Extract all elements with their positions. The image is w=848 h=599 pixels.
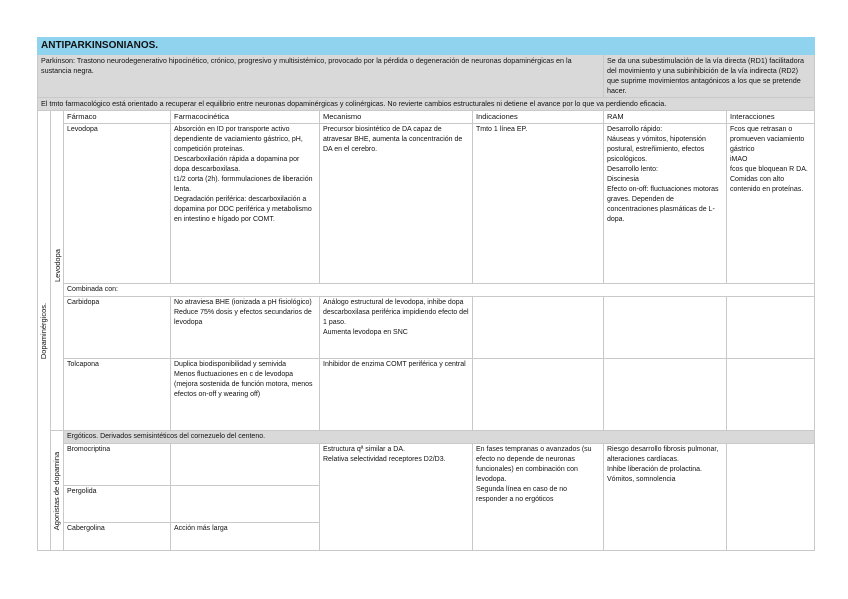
header-farmaco: Fármaco [64,111,171,124]
tolcapona-inter [727,359,815,431]
group-agonists-cell [51,431,64,551]
carbidopa-ram [604,297,727,359]
intro-row [38,55,815,98]
header-ram: RAM [604,111,727,124]
treatment-note: El tmto farmacológico está orientado a recuperar el equilibrio entre neuronas dopaminérgicas y colinérgicas. No revierte cambios estructurales ni detiene el avance por lo que va perdiendo eficacia. [38,98,815,111]
header-row [38,111,815,124]
bromocriptina-name: Bromocriptina [64,444,171,486]
levodopa-inter: Fcos que retrasan o promueven vaciamiento gástrico iMAO fcos que bloquean R DA. Comidas con alto contenido en proteínas. [727,124,815,284]
group-dopaminergicos: Dopaminérgicos. [38,111,51,551]
bromocriptina-pk [171,444,320,486]
title-row [38,38,815,55]
carbidopa-pk: No atraviesa BHE (ionizada a pH fisiológico) Reduce 75% dosis y efectos secundarios de levodopa [171,297,320,359]
cabergolina-name: Cabergolina [64,523,171,551]
intro-right: Se da una subestimulación de la vía directa (RD1) facilitadora del movimiento y una subinhibición de la vía indirecta (RD2) que suprime movimientos antagónicos a los que se pretende hacer. [604,55,815,98]
page-title: ANTIPARKINSONIANOS. [38,38,815,55]
tolcapona-mech: Inhibidor de enzima COMT periférica y central [320,359,473,431]
tolcapona-pk: Duplica biodisponibilidad y semivida Menos fluctuaciones en c de levodopa (mejora sostenida de función motora, menos efectos on-off y wearing off) [171,359,320,431]
carbidopa-row [38,297,815,359]
header-interacciones: Interacciones [727,111,815,124]
carbidopa-ind [473,297,604,359]
levodopa-mech: Precursor biosintético de DA capaz de atravesar BHE, aumenta la concentración de DA en el cerebro. [320,124,473,284]
group-levodopa: Levodopa [52,248,62,282]
levodopa-ram: Desarrollo rápido: Náuseas y vómitos, hipotensión postural, estreñimiento, efectos psicológicos. Desarrollo lento: Discinesia Efecto on-off: fluctuaciones motoras graves. Dependen de concentraciones plasmáticas de L-dopa. [604,124,727,284]
carbidopa-mech: Análogo estructural de levodopa, inhibe dopa descarboxilasa periférica impidiendo efecto del 1 paso. Aumenta levodopa en SNC [320,297,473,359]
agonists-inter [727,444,815,551]
combined-row [38,284,815,297]
levodopa-pk: Absorción en ID por transporte activo dependiente de vaciamiento gástrico, pH, competición proteínas. Descarboxilación rápida a dopamina por dopa descarboxilasa. t1/2 corta (2h). formmulaciones de liberación lenta. Degradación periférica: descarboxilación a dopamina por DDC periférica y metabolismo en intestino e hígado por COMT. [171,124,320,284]
levodopa-ind: Tmto 1 línea EP. [473,124,604,284]
tolcapona-ram [604,359,727,431]
carbidopa-name: Carbidopa [64,297,171,359]
cabergolina-pk: Acción más larga [171,523,320,551]
header-indicaciones: Indicaciones [473,111,604,124]
pergolida-pk [171,486,320,523]
tolcapona-name: Tolcapona [64,359,171,431]
document-sheet [37,37,814,551]
bromocriptina-row [38,444,815,486]
ergot-row [38,431,815,444]
levodopa-name: Levodopa [64,124,171,284]
tolcapona-ind [473,359,604,431]
header-farmacocinetica: Farmacocinética [171,111,320,124]
group-agonists: Agonistas de dopamina [52,451,61,530]
carbidopa-inter [727,297,815,359]
agonists-ind: En fases tempranas o avanzados (su efecto no depende de neuronas funcionales) en combinación con levodopa. Segunda línea en caso de no responder a no ergóticos [473,444,604,551]
levodopa-row [38,124,815,284]
intro-left: Parkinson: Trastono neurodegenerativo hipocinético, crónico, progresivo y multisistémico, provocado por la pérdida o degeneración de neuronas dopaminérgicas en la sustancia negra. [38,55,604,98]
tolcapona-row [38,359,815,431]
bromocriptina-mech: Estructura qª similar a DA. Relativa selectividad receptores D2/D3. [320,444,473,551]
header-mecanismo: Mecanismo [320,111,473,124]
ergot-label: Ergóticos. Derivados semisintéticos del cornezuelo del centeno. [64,431,815,444]
pergolida-name: Pergolida [64,486,171,523]
antiparkinsonianos-table [37,37,815,551]
agonists-ram: Riesgo desarrollo fibrosis pulmonar, alteraciones cardíacas. Inhibe liberación de prolactina. Vómitos, somnolencia [604,444,727,551]
combined-label: Combinada con: [64,284,815,297]
treatment-row [38,98,815,111]
